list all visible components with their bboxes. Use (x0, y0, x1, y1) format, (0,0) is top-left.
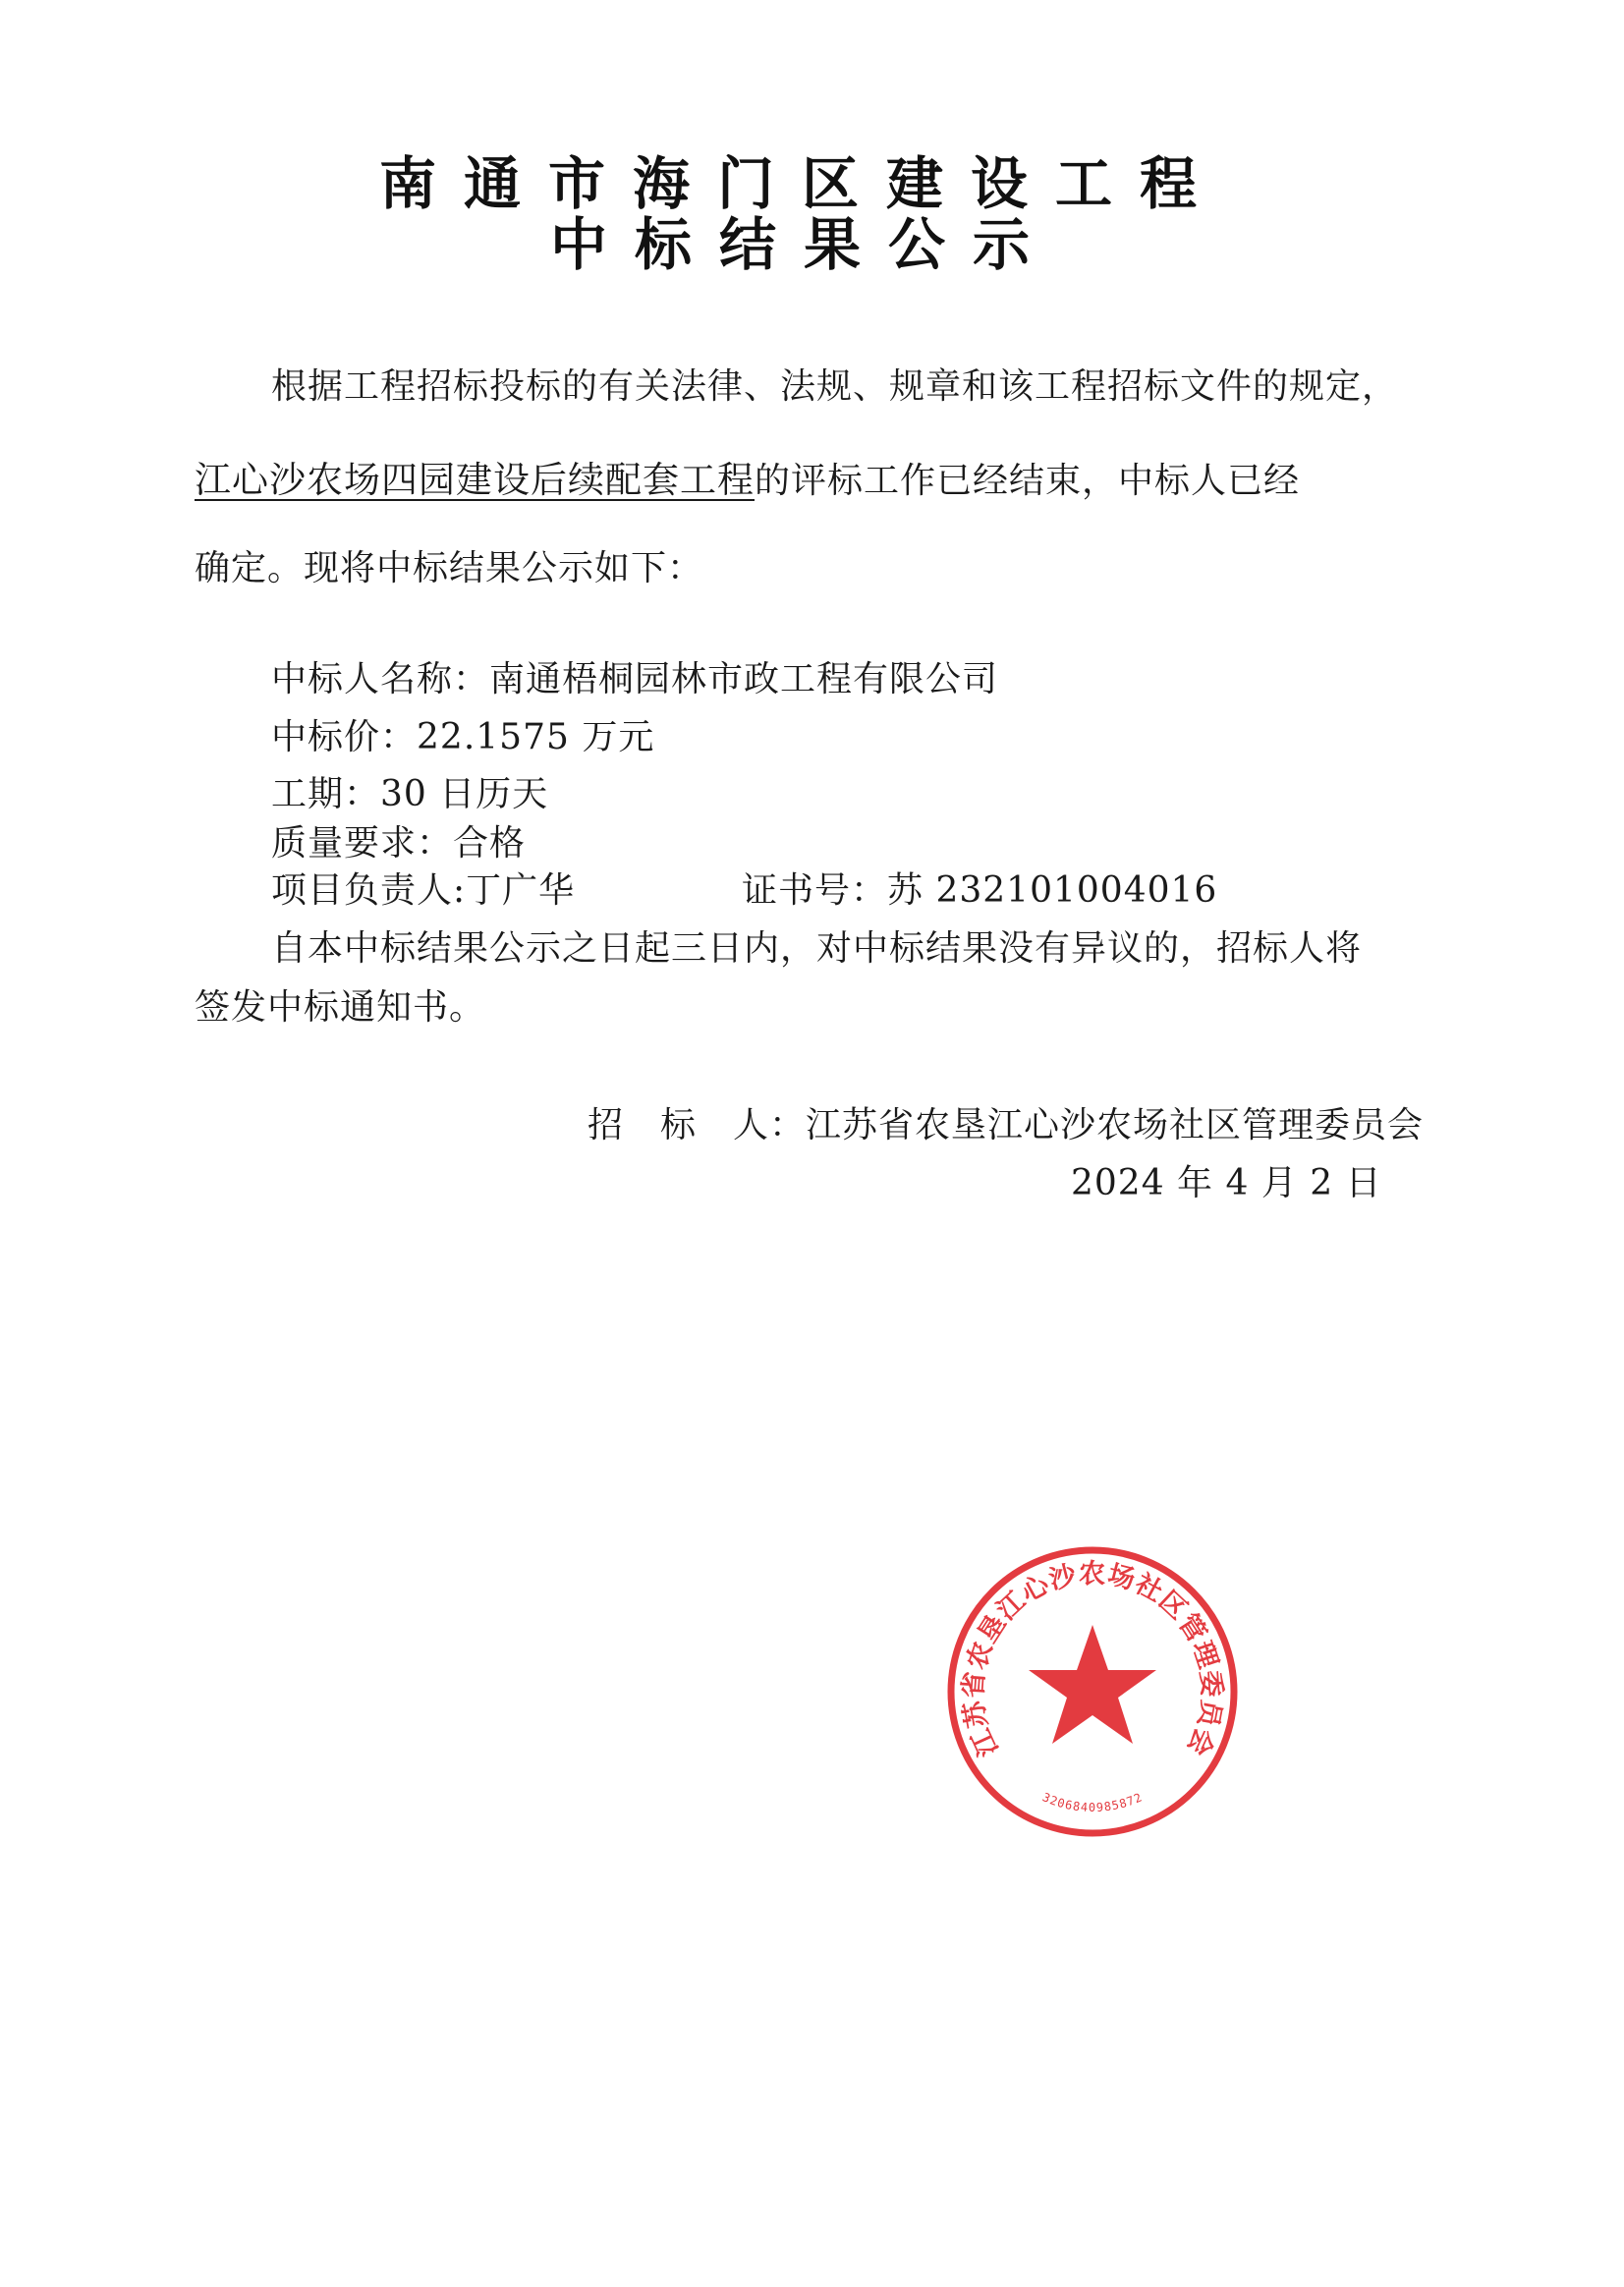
price-label: 中标价： (271, 717, 418, 757)
cert-value: 苏 232101004016 (887, 870, 1218, 911)
notice-line-1: 自本中标结果公示之日起三日内，对中标结果没有异议的，招标人将 (271, 928, 1363, 969)
tenderer-row (588, 1097, 1424, 1147)
notice-line-2: 签发中标通知书。 (195, 987, 486, 1028)
period-value: 30 日历天 (380, 774, 549, 814)
winner-row (271, 651, 998, 701)
seal-code (1040, 1790, 1145, 1814)
official-seal (945, 1544, 1240, 1839)
price-value: 22.1575 万元 (417, 717, 655, 757)
tenderer-label: 招 标 人： (588, 1105, 807, 1145)
intro-line-2-suffix: 的评标工作已经结束，中标人已经 (755, 461, 1301, 501)
manager-label: 项目负责人: (271, 870, 467, 911)
cert-row (742, 863, 1217, 913)
price-row (271, 709, 654, 759)
intro-line-3: 确定。现将中标结果公示如下： (195, 548, 704, 588)
seal-star-icon (1029, 1625, 1156, 1744)
quality-value: 合格 (453, 823, 527, 864)
winner-label: 中标人名称： (271, 659, 490, 699)
title-line-1: 南通市海门区建设工程 (379, 150, 1225, 217)
project-name: 江心沙农场四园建设后续配套工程 (195, 459, 755, 501)
winner-value: 南通梧桐园林市政工程有限公司 (489, 659, 999, 699)
seal-text-path: 江苏省农垦江心沙农场社区管理委员会 (958, 1558, 1227, 1761)
manager-value: 丁广华 (466, 870, 576, 911)
quality-row (271, 815, 526, 865)
tenderer-value: 江苏省农垦江心沙农场社区管理委员会 (806, 1105, 1425, 1145)
period-row (271, 766, 548, 816)
intro-line-2 (195, 450, 1300, 503)
intro-line-1: 根据工程招标投标的有关法律、法规、规章和该工程招标文件的规定， (271, 366, 1399, 407)
seal-code-path: 3206840985872 (1039, 1790, 1146, 1814)
quality-label: 质量要求： (271, 823, 454, 864)
manager-row (271, 863, 575, 913)
period-label: 工期： (271, 774, 381, 814)
cert-label: 证书号： (742, 870, 888, 911)
issue-date: 2024 年 4 月 2 日 (1071, 1163, 1382, 1203)
title-line-2: 中标结果公示 (550, 211, 1058, 278)
